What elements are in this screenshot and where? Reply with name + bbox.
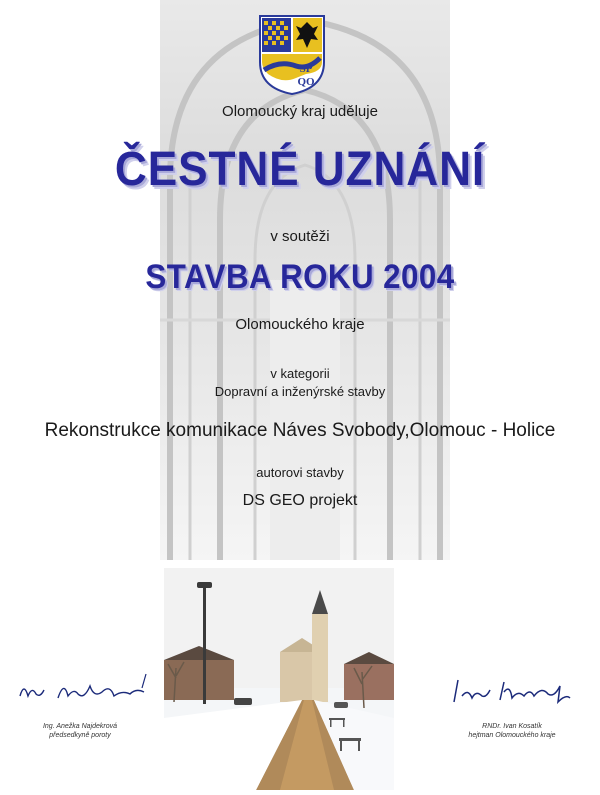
category-value: Dopravní a inženýrské stavby	[214, 384, 386, 399]
project-name: Rekonstrukce komunikace Náves Svobody,Olomouc - Holice	[44, 420, 556, 441]
signature-left-role: předsedkyně poroty	[49, 732, 111, 739]
signature-left	[14, 668, 154, 712]
svg-text:SP: SP	[299, 63, 313, 75]
category-label: v kategorii	[270, 366, 330, 381]
page-title: ČESTNÉ UZNÁNÍ	[114, 143, 486, 196]
svg-text:QO: QO	[297, 76, 315, 88]
competition-line: v soutěži	[270, 228, 330, 245]
signature-right	[448, 668, 578, 712]
signature-right-role: hejtman Olomouckého kraje	[468, 732, 556, 739]
author-name: DS GEO projekt	[242, 492, 358, 509]
granted-line: Olomoucký kraj uděluje	[222, 103, 378, 120]
signature-right-name: RNDr. Ivan Kosatík	[482, 723, 542, 730]
contest-name: STAVBA ROKU 2004	[145, 258, 455, 296]
project-photo	[164, 568, 394, 790]
signature-left-name: Ing. Anežka Najdekrová	[42, 723, 118, 730]
region-line: Olomouckého kraje	[235, 316, 365, 333]
author-label: autorovi stavby	[256, 465, 344, 480]
coat-of-arms-icon	[256, 12, 328, 96]
